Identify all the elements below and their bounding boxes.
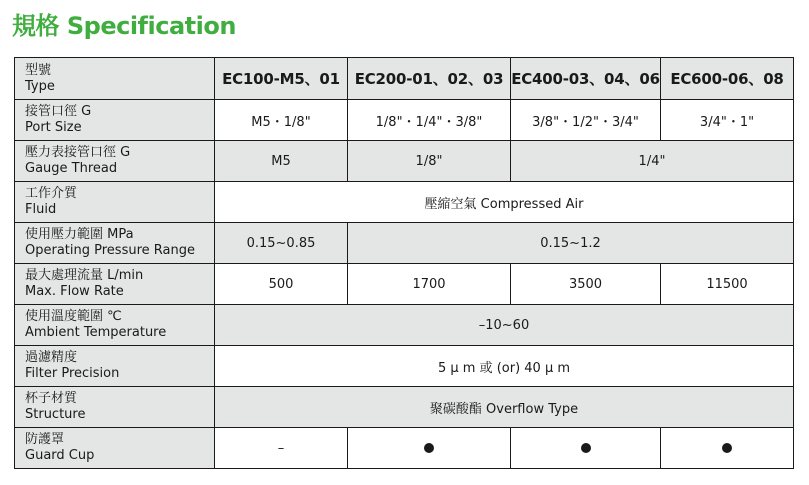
flow-rate-ec100: 500 [215,264,348,305]
temperature-value: –10~60 [215,305,794,346]
filter-precision-row [15,346,794,387]
structure-label-en: Structure [25,407,86,422]
model-header-ec600: EC600-06、08 [661,58,794,100]
flow-rate-label-zh: 最大處理流量 L/min [25,268,144,283]
page-title: 規格 Specification [12,12,236,40]
pressure-range-row [15,223,794,264]
pressure-range-ec100: 0.15~0.85 [215,223,348,264]
filled-circle-icon [581,443,591,453]
port-size-label-zh: 接管口徑 G [25,104,92,119]
guard-cup-ec600 [661,428,794,469]
structure-label-zh: 杯子材質 [25,391,78,406]
port-size-ec400: 3/8"・1/2"・3/4" [511,100,661,141]
model-header-ec400: EC400-03、04、06 [511,58,661,100]
gauge-thread-label-zh: 壓力表接管口徑 G [25,145,131,160]
filter-precision-label-cell [15,346,215,387]
model-header-ec100: EC100-M5、01 [215,58,348,100]
fluid-value: 壓縮空氣 Compressed Air [215,182,794,223]
guard-cup-ec200 [348,428,511,469]
model-header-ec200: EC200-01、02、03 [348,58,511,100]
type-label-zh: 型號 [25,62,52,78]
specification-table [14,57,794,469]
flow-rate-ec200: 1700 [348,264,511,305]
structure-label-cell [15,387,215,428]
flow-rate-ec600: 11500 [661,264,794,305]
fluid-label-cell [15,182,215,223]
guard-cup-label-en: Guard Cup [25,448,95,463]
temperature-label-zh: 使用溫度範圍 ℃ [25,309,122,324]
port-size-ec600: 3/4"・1" [661,100,794,141]
guard-cup-label-cell [15,428,215,469]
fluid-label-en: Fluid [25,202,57,217]
gauge-thread-ec200: 1/8" [348,141,511,182]
flow-rate-label-cell [15,264,215,305]
pressure-range-label-zh: 使用壓力範圍 MPa [25,227,134,242]
filter-precision-label-zh: 過濾精度 [25,350,78,365]
port-size-ec100: M5・1/8" [215,100,348,141]
filled-circle-icon [424,443,434,453]
structure-row [15,387,794,428]
header-row [15,58,794,100]
gauge-thread-row [15,141,794,182]
temperature-row [15,305,794,346]
temperature-label-cell [15,305,215,346]
temperature-label-en: Ambient Temperature [25,325,167,340]
pressure-range-label-en: Operating Pressure Range [25,243,195,258]
filter-precision-label-en: Filter Precision [25,366,120,381]
guard-cup-label-zh: 防護罩 [25,432,65,447]
pressure-range-label-cell [15,223,215,264]
filter-precision-value: 5 μ m 或 (or) 40 μ m [215,346,794,387]
flow-rate-row [15,264,794,305]
port-size-row [15,100,794,141]
filled-circle-icon [722,443,732,453]
fluid-label-zh: 工作介質 [25,186,78,201]
type-label-cell [15,58,215,100]
flow-rate-label-en: Max. Flow Rate [25,284,124,299]
flow-rate-ec400: 3500 [511,264,661,305]
gauge-thread-ec400-ec600: 1/4" [511,141,794,182]
port-size-label-cell [15,100,215,141]
structure-value: 聚碳酸酯 Overflow Type [215,387,794,428]
type-label-en: Type [25,78,55,94]
guard-cup-ec100: – [215,428,348,469]
guard-cup-row [15,428,794,469]
guard-cup-ec400 [511,428,661,469]
port-size-label-en: Port Size [25,120,82,135]
fluid-row [15,182,794,223]
pressure-range-ec200-ec600: 0.15~1.2 [348,223,794,264]
gauge-thread-ec100: M5 [215,141,348,182]
port-size-ec200: 1/8"・1/4"・3/8" [348,100,511,141]
gauge-thread-label-cell [15,141,215,182]
gauge-thread-label-en: Gauge Thread [25,161,118,176]
